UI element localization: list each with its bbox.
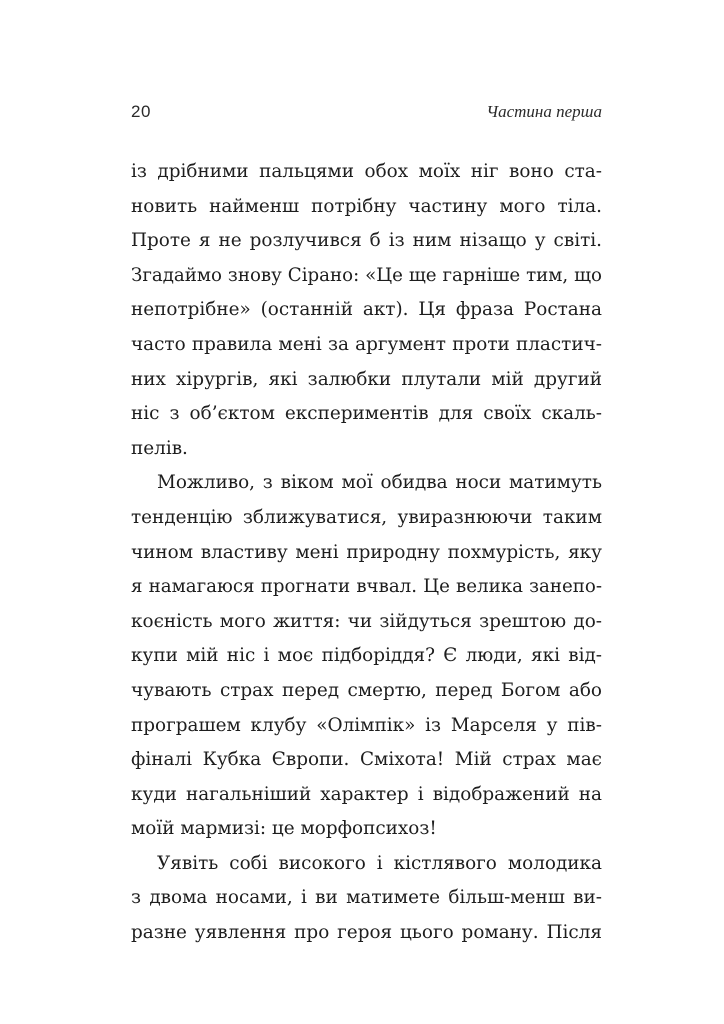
text-line: чином властиву мені природну похмурість, яку (131, 541, 602, 563)
text-line: непотрібне» (останній акт). Ця фраза Ростана (131, 299, 602, 321)
paragraph-end-line: пелів. (131, 437, 188, 459)
paragraph-first-line: Можливо, з віком мої обидва носи матимуть (157, 472, 602, 494)
body-text (131, 155, 602, 951)
text-line: часто правила мені за аргумент проти пластич- (131, 333, 602, 355)
text-line: Згадаймо знову Сірано: «Це ще гарніше тим, що (131, 264, 602, 286)
running-title: Частина перша (486, 102, 602, 121)
text-line: програшем клубу «Олімпік» із Марселя у пів- (131, 714, 602, 736)
paragraph-end-line: моїй мармизі: це морфопсихоз! (131, 818, 437, 840)
text-line: із дрібними пальцями обох моїх ніг воно ста- (131, 161, 602, 182)
text-line: з двома носами, і ви матимете більш-менш ви- (131, 887, 602, 909)
text-line: фіналі Кубка Європи. Сміхота! Мій страх має (131, 749, 602, 771)
text-line: них хірургів, які залюбки плутали мій другий (131, 368, 602, 390)
paragraph-first-line: Уявіть собі високого і кістлявого молодика (157, 852, 602, 874)
text-line: разне уявлення про героя цього роману. Після (131, 922, 602, 944)
text-line: ніс з об’єктом експериментів для своїх скаль- (131, 403, 602, 425)
text-line: Проте я не розлучився б із ним нізащо у світі. (131, 230, 602, 252)
text-line: тенденцію зближуватися, увиразнюючи таким (131, 506, 602, 528)
text-line: новить найменш потрібну частину мого тіла. (131, 195, 602, 217)
text-line: купи мій ніс і моє підборіддя? Є люди, які від- (131, 645, 602, 667)
text-line: коєність мого життя: чи зійдуться зрештою до- (131, 610, 602, 632)
text-line: куди нагальніший характер і відображений на (131, 783, 602, 805)
page-header (131, 102, 602, 128)
text-line: чувають страх перед смертю, перед Богом або (131, 679, 602, 701)
text-line: я намагаюся прогнати вчвал. Це велика занепо- (131, 576, 602, 598)
page-number: 20 (131, 102, 151, 121)
